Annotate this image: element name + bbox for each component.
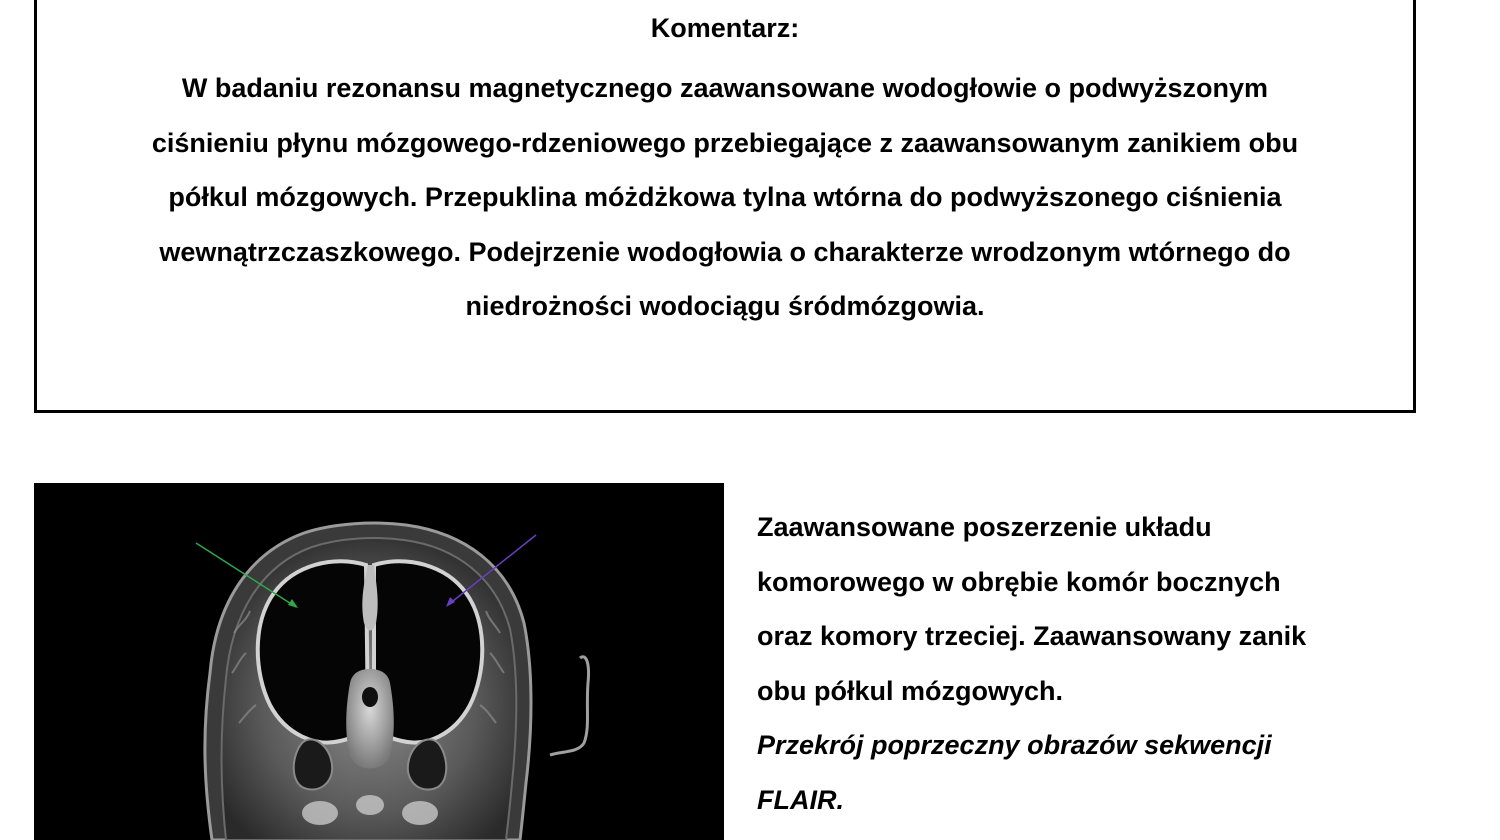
caption-line: komorowego w obrębie komór bocznych xyxy=(757,566,1281,597)
comment-heading: Komentarz: xyxy=(650,13,800,43)
caption-line: oraz komory trzeciej. Zaawansowany zanik xyxy=(757,621,1307,651)
comment-body xyxy=(57,61,1393,334)
comment-line: półkul mózgowych. Przepuklina móżdżkowa tylna wtórna do podwyższonego ciśnienia xyxy=(168,182,1282,212)
comment-line: ciśnieniu płynu mózgowego-rdzeniowego przebiegające z zaawansowanym zanikiem obu xyxy=(151,127,1299,158)
caption-italic-line: Przekrój poprzeczny obrazów sekwencji xyxy=(757,730,1272,760)
comment-line: W badaniu rezonansu magnetycznego zaawansowane wodogłowie o podwyższonym xyxy=(181,73,1269,103)
caption-line: obu półkul mózgowych. xyxy=(757,675,1063,706)
comment-line: wewnątrzczaszkowego. Podejrzenie wodogłowia o charakterze wrodzonym wtórnego do xyxy=(159,236,1291,267)
figure-caption xyxy=(757,500,1477,827)
caption-line: Zaawansowane poszerzenie układu xyxy=(757,512,1212,542)
third-ventricle xyxy=(362,687,378,707)
mri-coronal-flair-image xyxy=(34,483,724,840)
brainstem xyxy=(346,669,394,769)
comment-line: niedrożności wodociągu śródmózgowia. xyxy=(465,291,985,321)
comment-box xyxy=(34,0,1416,413)
caption-italic-line: FLAIR. xyxy=(757,784,844,815)
mri-scan-graphic xyxy=(34,483,724,840)
external-line xyxy=(550,657,589,755)
